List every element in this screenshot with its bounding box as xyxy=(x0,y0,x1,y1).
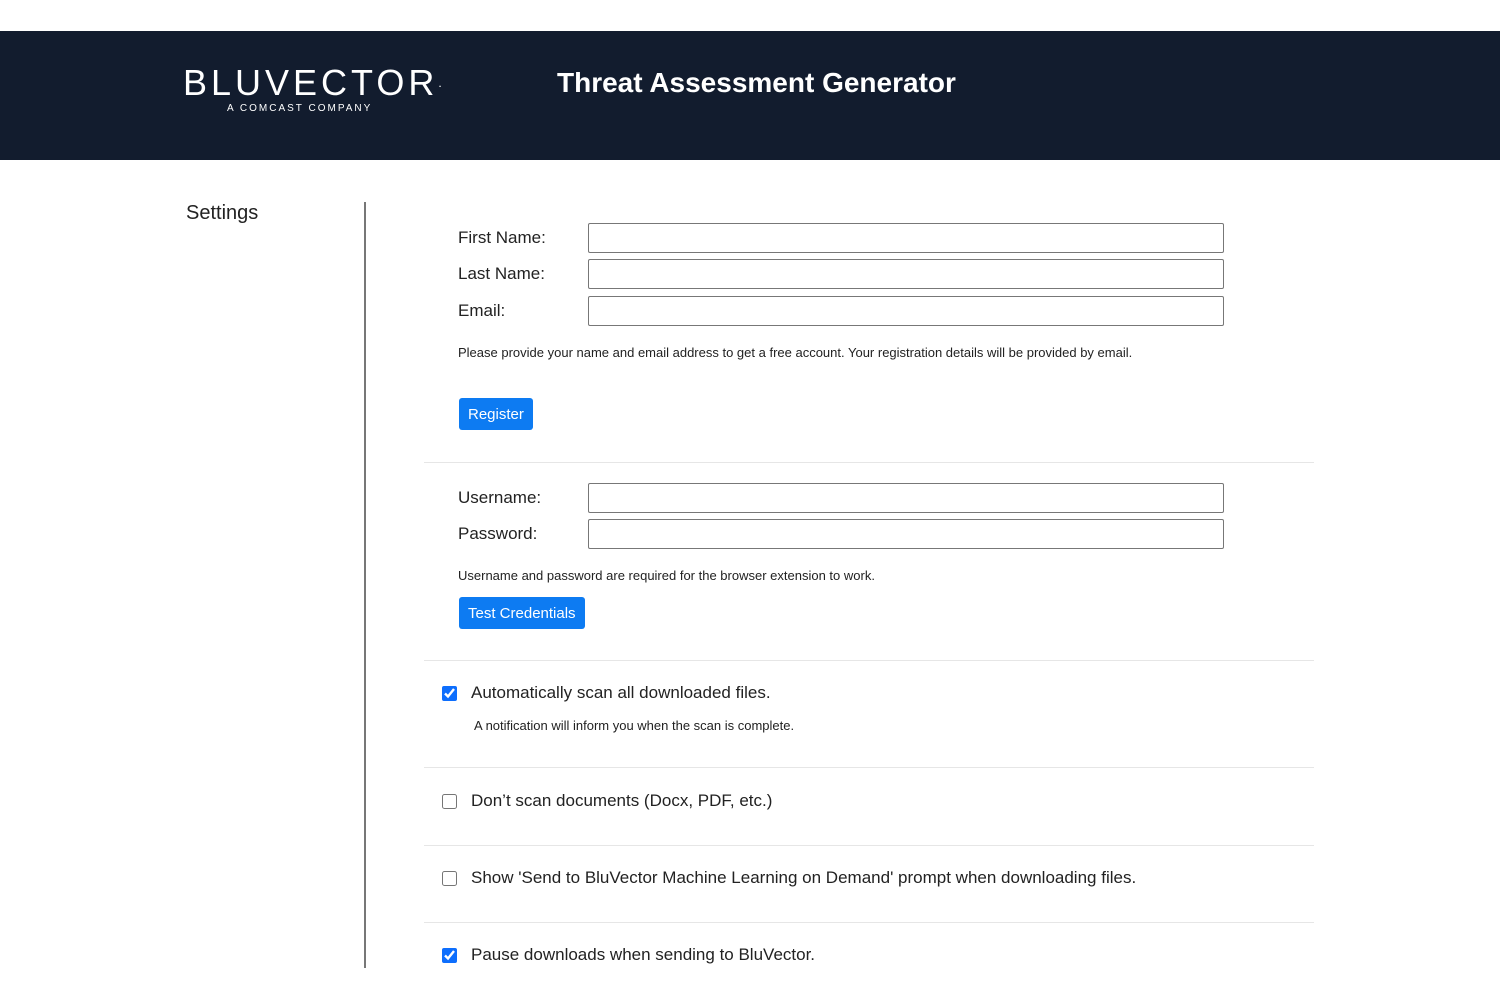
send-prompt-checkbox[interactable] xyxy=(442,871,457,886)
first-name-label: First Name: xyxy=(458,228,546,247)
sidebar-divider xyxy=(364,202,366,968)
auto-scan-checkbox[interactable] xyxy=(442,686,457,701)
password-row xyxy=(458,519,1228,551)
section-divider xyxy=(424,767,1314,768)
pause-downloads-checkbox[interactable] xyxy=(442,948,457,963)
last-name-row xyxy=(458,259,1228,291)
email-row xyxy=(458,296,1228,328)
brand-logo xyxy=(183,62,443,114)
send-prompt-label: Show 'Send to BluVector Machine Learning on Demand' prompt when downloading files. xyxy=(471,868,1137,887)
auto-scan-note: A notification will inform you when the scan is complete. xyxy=(474,718,795,733)
skip-documents-checkbox[interactable] xyxy=(442,794,457,809)
section-divider xyxy=(424,660,1314,661)
password-field[interactable] xyxy=(588,519,1224,549)
email-label: Email: xyxy=(458,301,506,320)
section-divider xyxy=(424,845,1314,846)
first-name-row xyxy=(458,223,1228,255)
header-bar xyxy=(0,31,1500,160)
section-divider xyxy=(424,922,1314,923)
registration-help-text: Please provide your name and email address to get a free account. Your registration details will be provided by email. xyxy=(458,345,1133,360)
email-field[interactable] xyxy=(588,296,1224,326)
skip-documents-label: Don’t scan documents (Docx, PDF, etc.) xyxy=(471,791,773,810)
first-name-field[interactable] xyxy=(588,223,1224,253)
username-row xyxy=(458,483,1228,515)
last-name-field[interactable] xyxy=(588,259,1224,289)
brand-tagline: A COMCAST COMPANY xyxy=(227,103,373,114)
last-name-label: Last Name: xyxy=(458,264,545,283)
username-label: Username: xyxy=(458,488,542,507)
username-field[interactable] xyxy=(588,483,1224,513)
app-title: Threat Assessment Generator xyxy=(557,67,956,98)
credentials-help-text: Username and password are required for the browser extension to work. xyxy=(458,568,875,583)
password-label: Password: xyxy=(458,524,538,543)
auto-scan-label: Automatically scan all downloaded files. xyxy=(471,683,771,702)
brand-name: BLUVECTOR xyxy=(183,62,439,103)
register-button[interactable]: Register xyxy=(459,398,533,430)
test-credentials-button[interactable]: Test Credentials xyxy=(459,597,585,629)
section-divider xyxy=(424,462,1314,463)
pause-downloads-label: Pause downloads when sending to BluVector. xyxy=(471,945,816,964)
sidebar-title-settings: Settings xyxy=(186,202,259,224)
brand-registered-mark: . xyxy=(438,76,442,90)
